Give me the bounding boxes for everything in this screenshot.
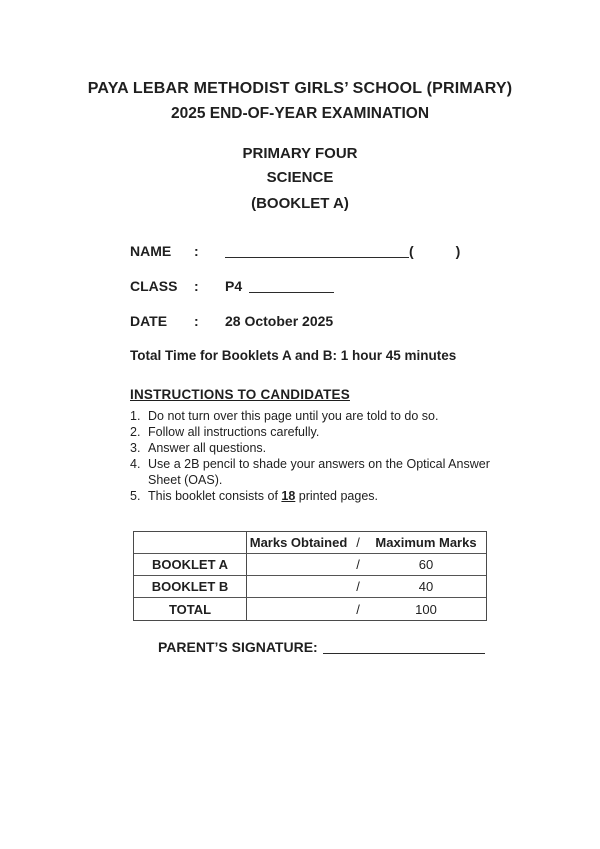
page-count: 18 [281, 489, 296, 503]
maximum-marks-value: 100 [415, 601, 437, 617]
level-title: PRIMARY FOUR [242, 145, 358, 162]
instruction-text [148, 488, 522, 504]
instruction-item-3 [130, 440, 522, 456]
booklet-label: BOOKLET A [134, 554, 247, 575]
slash-separator: / [356, 535, 360, 550]
date-colon: : [194, 313, 199, 329]
register-open-paren: ( [409, 243, 414, 259]
maximum-marks-header: Maximum Marks [375, 535, 477, 550]
instruction-number: 5. [130, 489, 141, 503]
instruction-number: 4. [130, 457, 141, 471]
slash-separator: / [356, 579, 360, 594]
instruction-text: Use a 2B pencil to shade your answers on the Optical Answer Sheet (OAS). [148, 457, 490, 487]
table-row-booklet-b [134, 576, 486, 598]
instruction-number: 1. [130, 409, 141, 423]
slash-separator: / [356, 557, 360, 572]
marks-cell [247, 576, 486, 597]
name-colon: : [194, 243, 199, 259]
name-row [130, 243, 600, 259]
instruction-number: 3. [130, 441, 141, 455]
total-label: TOTAL [134, 598, 247, 620]
instruction-item-1 [130, 408, 522, 424]
booklet-title: (BOOKLET A) [251, 195, 349, 212]
instruction-item-5 [130, 488, 522, 504]
table-row-total [134, 598, 486, 620]
class-colon: : [194, 278, 199, 294]
signature-section [158, 639, 600, 655]
name-blank-line [225, 246, 409, 258]
school-name: PAYA LEBAR METHODIST GIRLS’ SCHOOL (PRIMARY) [87, 80, 513, 97]
instruction-text: Answer all questions. [148, 441, 267, 455]
marks-cell [247, 554, 486, 575]
date-value: 28 October 2025 [225, 313, 334, 329]
instruction-text-prefix: This booklet consists of [148, 489, 282, 503]
student-info-section [130, 243, 600, 329]
class-value [225, 278, 334, 294]
booklet-label: BOOKLET B [134, 576, 247, 597]
name-value [225, 243, 460, 259]
instruction-text-suffix: printed pages. [295, 489, 379, 503]
register-close-paren: ) [455, 243, 461, 259]
class-label: CLASS [130, 278, 178, 294]
instruction-item-4 [130, 456, 522, 488]
class-prefix: P4 [225, 278, 243, 294]
instructions-section [130, 387, 522, 504]
marks-table [133, 531, 487, 621]
date-row [130, 313, 600, 329]
class-row [130, 278, 600, 294]
marks-table-header-row [134, 532, 486, 554]
signature-label: PARENT’S SIGNATURE: [158, 639, 318, 655]
slash-separator: / [356, 601, 360, 617]
maximum-marks-value: 60 [418, 557, 434, 572]
class-blank-line [249, 281, 334, 293]
instructions-heading: INSTRUCTIONS TO CANDIDATES [130, 387, 350, 402]
exam-header [0, 0, 600, 212]
name-label: NAME [130, 243, 172, 259]
signature-blank-line [323, 642, 485, 654]
marks-table-header-label-cell [134, 532, 247, 553]
total-time-note: Total Time for Booklets A and B: 1 hour 45 minutes [130, 348, 457, 363]
instruction-number: 2. [130, 425, 141, 439]
exam-title: 2025 END-OF-YEAR EXAMINATION [170, 105, 430, 122]
date-label: DATE [130, 313, 168, 329]
marks-cell [247, 598, 486, 620]
instruction-text: Do not turn over this page until you are told to do so. [148, 409, 439, 423]
maximum-marks-value: 40 [418, 579, 434, 594]
table-row-booklet-a [134, 554, 486, 576]
marks-obtained-header: Marks Obtained [249, 535, 348, 550]
marks-table-header-marks-cell [247, 532, 486, 553]
subject-title: SCIENCE [266, 169, 334, 186]
instruction-item-2 [130, 424, 522, 440]
instruction-text: Follow all instructions carefully. [148, 425, 320, 439]
